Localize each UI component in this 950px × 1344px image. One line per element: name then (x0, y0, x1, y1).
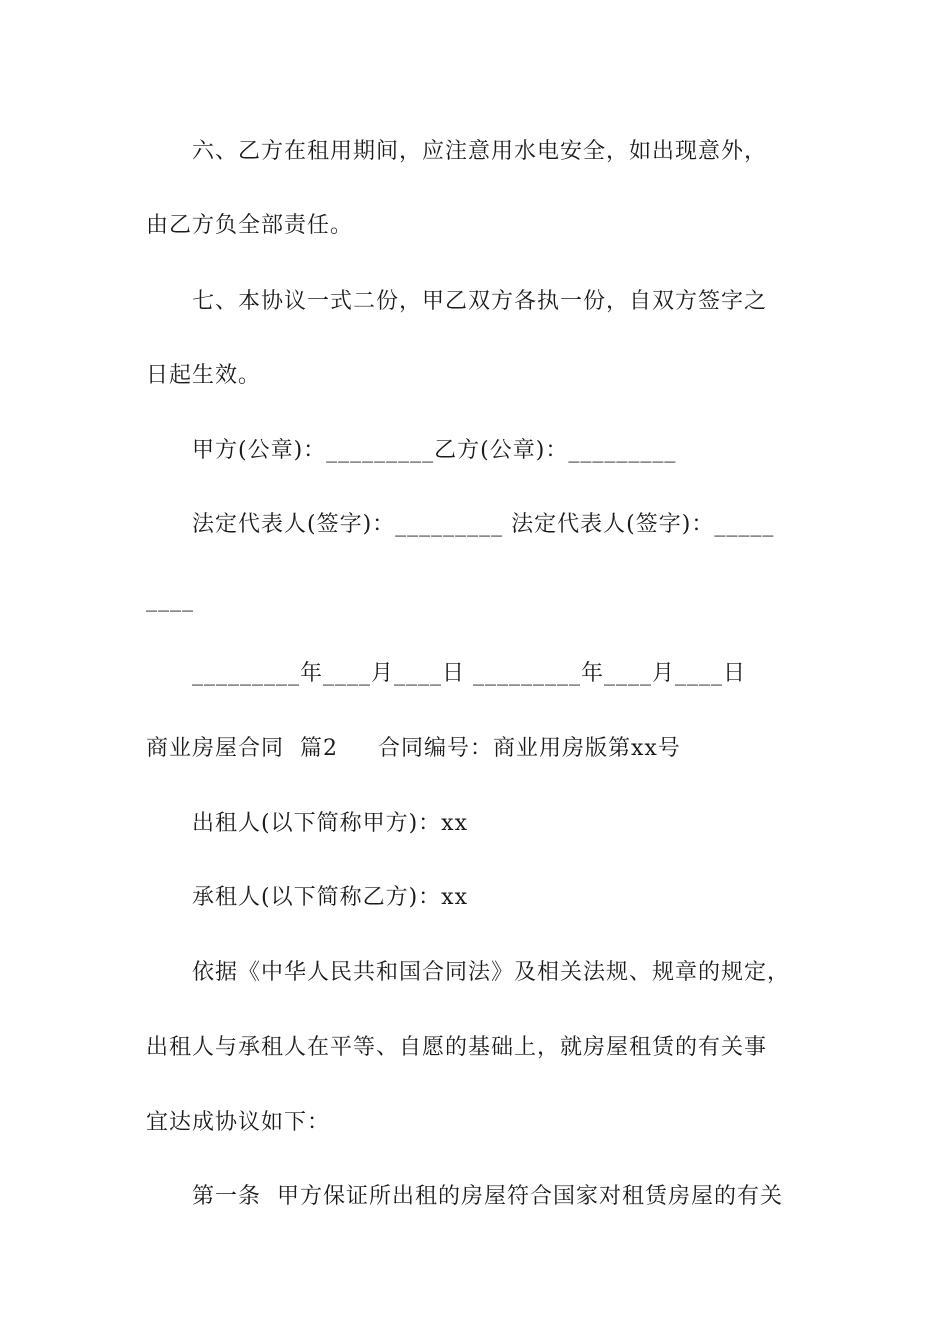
legal-rep-signature-line: 法定代表人(签字)：_________ 法定代表人(签字)：_____ (192, 512, 775, 537)
lessor-line: 出租人(以下简称甲方)：xx (192, 811, 468, 836)
clause-six-line-1: 六、乙方在租用期间，应注意用水电安全，如出现意外， (192, 139, 768, 164)
date-line: _________年____月____日 _________年____月____日 (192, 661, 746, 686)
article-one-line-1: 第一条 甲方保证所出租的房屋符合国家对租赁房屋的有关 (192, 1184, 783, 1209)
party-seal-line: 甲方(公章)：_________乙方(公章)：_________ (192, 438, 677, 463)
basis-paragraph-line-3: 宜达成协议如下： (146, 1110, 331, 1135)
lessee-line: 承租人(以下简称乙方)：xx (192, 885, 468, 910)
legal-rep-signature-continuation: ____ (146, 587, 194, 612)
basis-paragraph-line-2: 出租人与承租人在平等、自愿的基础上，就房屋租赁的有关事 (146, 1035, 768, 1060)
contract-heading-line: 商业房屋合同 篇2 合同编号：商业用房版第xx号 (146, 736, 681, 761)
clause-seven-line-2: 日起生效。 (146, 363, 262, 388)
clause-seven-line-1: 七、本协议一式二份，甲乙双方各执一份，自双方签字之 (192, 289, 768, 314)
clause-six-line-2: 由乙方负全部责任。 (146, 213, 354, 238)
basis-paragraph-line-1: 依据《中华人民共和国合同法》及相关法规、规章的规定， (192, 960, 791, 985)
